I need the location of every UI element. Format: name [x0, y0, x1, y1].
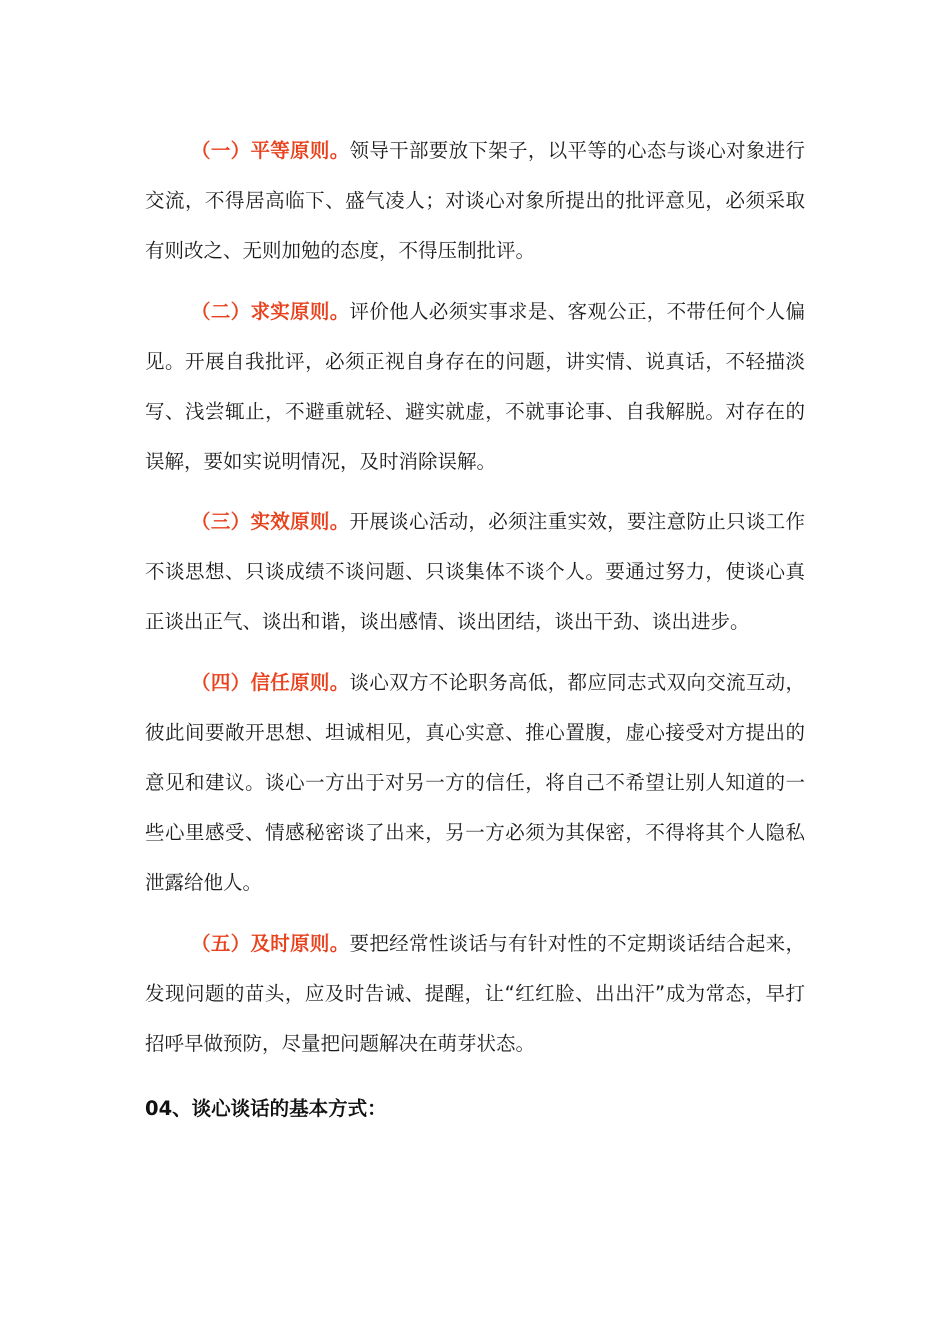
principle-lead-truth: （二）求实原则。 — [191, 300, 350, 323]
section-heading: 04、谈心谈话的基本方式： — [145, 1097, 387, 1120]
principle-lead-equality: （一）平等原则。 — [191, 139, 350, 162]
principle-paragraph-equality — [145, 126, 805, 276]
principle-body-equality: 领导干部要放下架子，以平等的心态与谈心对象进行交流，不得居高临下、盛气凌人；对谈心对象所提出的批评意见，必须采取有则改之、无则加勉的态度，不得压制批评。 — [145, 139, 805, 262]
principle-body-truth: 评价他人必须实事求是、客观公正，不带任何个人偏见。开展自我批评，必须正视自身存在的问题，讲实情、说真话，不轻描淡写、浅尝辄止，不避重就轻、避实就虚，不就事论事、自我解脱。对存在的误解，要如实说明情况，及时消除误解。 — [145, 300, 805, 473]
principle-paragraph-trust — [145, 658, 805, 908]
principle-paragraph-timely — [145, 919, 805, 1069]
principle-body-trust: 谈心双方不论职务高低，都应同志式双向交流互动，彼此间要敞开思想、坦诚相见，真心实意、推心置腹，虚心接受对方提出的意见和建议。谈心一方出于对另一方的信任，将自己不希望让别人知道的一些心里感受、情感秘密谈了出来，另一方必须为其保密，不得将其个人隐私泄露给他人。 — [145, 671, 805, 894]
principle-lead-trust: （四）信任原则。 — [191, 671, 350, 694]
principle-body-effect: 开展谈心活动，必须注重实效，要注意防止只谈工作不谈思想、只谈成绩不谈问题、只谈集体不谈个人。要通过努力，使谈心真正谈出正气、谈出和谐，谈出感情、谈出团结，谈出干劲、谈出进步。 — [145, 510, 805, 633]
principle-paragraph-truth — [145, 287, 805, 487]
principle-body-timely: 要把经常性谈话与有针对性的不定期谈话结合起来，发现问题的苗头，应及时告诫、提醒，让“红红脸、出出汗”成为常态，早打招呼早做预防，尽量把问题解决在萌芽状态。 — [145, 932, 805, 1055]
principle-lead-timely: （五）及时原则。 — [191, 932, 350, 955]
principle-paragraph-effect — [145, 497, 805, 647]
principle-lead-effect: （三）实效原则。 — [191, 510, 350, 533]
